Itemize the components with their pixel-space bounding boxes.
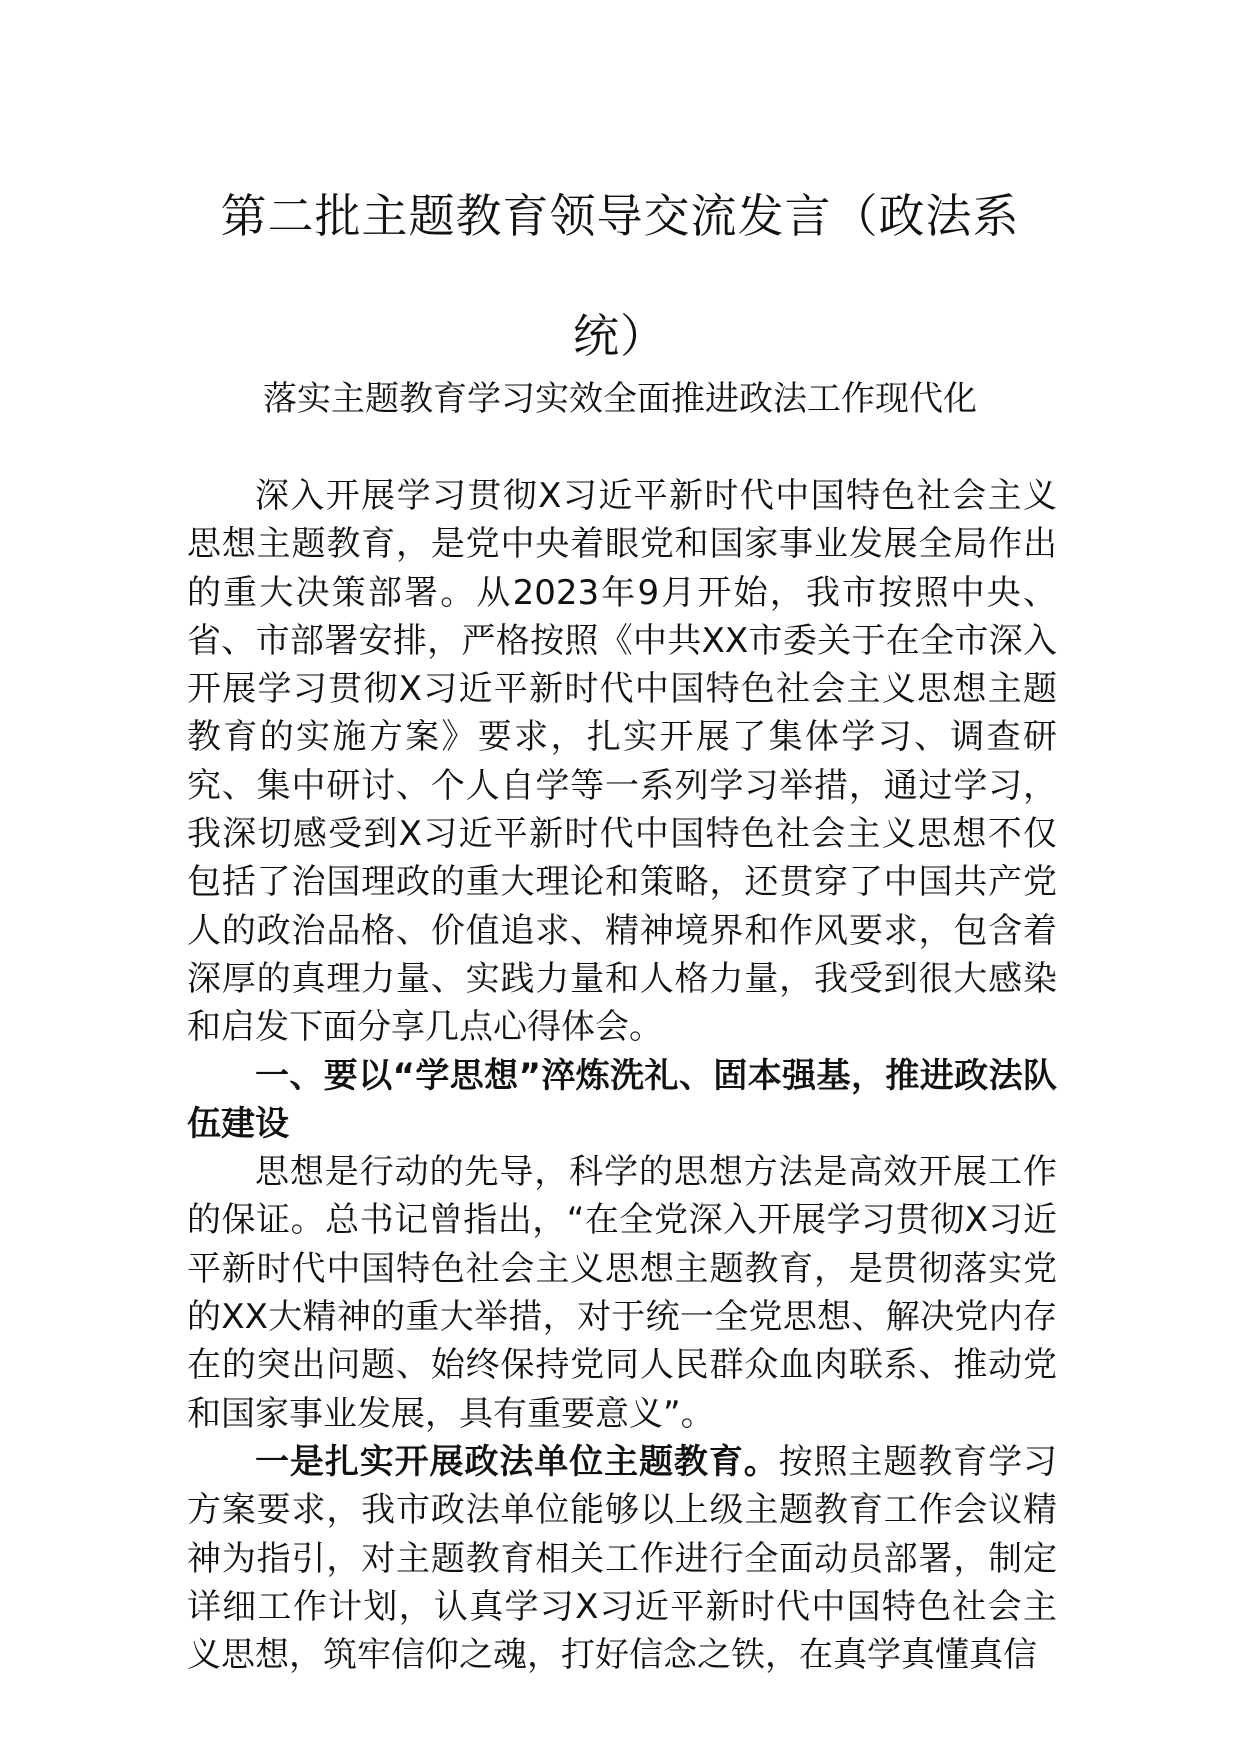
document-body — [187, 472, 1057, 1679]
point-1-lead: 一是扎实开展政法单位主题教育。 — [255, 1441, 779, 1482]
document-title-line-1: 第二批主题教育领导交流发言（政法系 — [220, 189, 1020, 243]
section-heading-1: 一、要以“学思想”淬炼洗礼、固本强基，推进政法队伍建设 — [187, 1055, 1057, 1144]
document-subtitle: 落实主题教育学习实效全面推进政法工作现代化 — [263, 379, 977, 419]
document-title-line-2: 统） — [573, 309, 667, 363]
paragraph-section-1: 思想是行动的先导，科学的思想方法是高效开展工作的保证。总书记曾指出，“在全党深入开展学习贯彻X习近平新时代中国特色社会主义思想主题教育，是贯彻落实党的XX大精神的重大举措，对于统一全党思想、解决党内存在的突出问题、始终保持党同人民群众血肉联系、推动党和国家事业发展，具有重要意义”。 — [187, 1152, 1057, 1434]
paragraph-point-1 — [187, 1438, 1057, 1679]
paragraph-intro: 深入开展学习贯彻X习近平新时代中国特色社会主义思想主题教育，是党中央着眼党和国家事业发展全局作出的重大决策部署。从2023年9月开始，我市按照中央、省、市部署安排，严格按照《中共XX市委关于在全市深入开展学习贯彻X习近平新时代中国特色社会主义思想主题教育的实施方案》要求，扎实开展了集体学习、调查研究、集中研讨、个人自学等一系列学习举措，通过学习，我深切感受到X习近平新时代中国特色社会主义思想不仅包括了治国理政的重大理论和策略，还贯穿了中国共产党人的政治品格、价值追求、精神境界和作风要求，包含着深厚的真理力量、实践力量和人格力量，我受到很大感染和启发下面分享几点心得体会。 — [187, 476, 1057, 1048]
point-1-text: 按照主题教育学习方案要求，我市政法单位能够以上级主题教育工作会议精神为指引，对主题教育相关工作进行全面动员部署，制定详细工作计划，认真学习X习近平新时代中国特色社会主义思想，筑牢信仰之魂，打好信念之铁，在真学真懂真信 — [187, 1441, 1058, 1676]
